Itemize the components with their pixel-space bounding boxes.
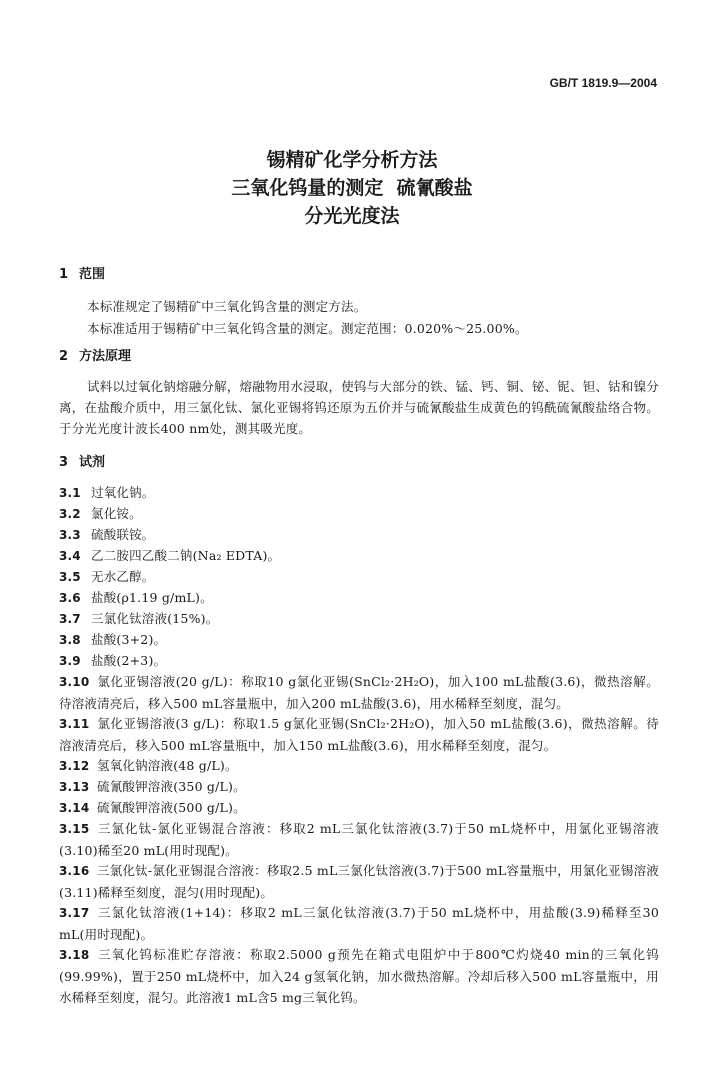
reagent-item: [59, 797, 659, 819]
reagent-item: [59, 776, 659, 798]
section-number: 2: [59, 349, 69, 364]
reagent-text: 硫酸联铵。: [91, 527, 155, 542]
standard-code: GB/T 1819.9—2004: [549, 76, 657, 90]
reagent-number: 3.9: [59, 654, 81, 668]
reagent-text: 三氯化钛溶液(15%)。: [91, 611, 219, 626]
reagent-number: 3.4: [59, 549, 81, 563]
section-number: 3: [59, 455, 69, 470]
reagent-number: 3.15: [59, 822, 90, 836]
reagent-text: 三氯化钛-氯化亚锡混合溶液：移取2 mL三氯化钛溶液(3.7)于50 mL烧杯中，用氯化亚锡溶液(3.10)稀至20 mL(用时现配)。: [59, 821, 659, 858]
reagent-item: [59, 944, 659, 1008]
reagent-text: 无水乙醇。: [91, 569, 155, 584]
reagent-number: 3.18: [59, 948, 90, 962]
reagent-text: 氢氧化钠溶液(48 g/L)。: [97, 758, 238, 773]
reagent-number: 3.11: [59, 717, 90, 731]
reagent-item: [59, 482, 659, 504]
section-number: 1: [59, 267, 69, 282]
reagent-item: [59, 755, 659, 777]
reagent-number: 3.1: [59, 486, 81, 500]
reagent-item: [59, 860, 659, 903]
section-heading-principle: [59, 348, 131, 366]
reagent-text: 硫氰酸钾溶液(500 g/L)。: [97, 800, 246, 815]
reagent-text: 过氧化钠。: [91, 485, 155, 500]
reagent-text: 氯化亚锡溶液(20 g/L)：称取10 g氯化亚锡(SnCl₂·2H₂O)，加入100 mL盐酸(3.6)，微热溶解。待溶液清亮后，移入500 mL容量瓶中，加入200 mL盐酸(3.6)，用水稀释至刻度，混匀。: [59, 674, 659, 711]
reagent-item: [59, 650, 659, 672]
reagent-number: 3.16: [59, 864, 90, 878]
title-line-1: 锡精矿化学分析方法: [266, 149, 438, 171]
reagent-number: 3.14: [59, 801, 90, 815]
reagent-text: 盐酸(3+2)。: [91, 632, 167, 647]
reagent-number: 3.10: [59, 675, 90, 689]
reagent-text: 乙二胺四乙酸二钠(Na₂ EDTA)。: [91, 548, 281, 563]
title-line-3: 分光光度法: [304, 205, 400, 227]
reagent-text: 三氯化钛-氯化亚锡混合溶液：移取2.5 mL三氯化钛溶液(3.7)于500 mL容量瓶中，用氯化亚锡溶液(3.11)稀释至刻度，混匀(用时现配)。: [59, 863, 659, 900]
reagent-text: 氯化铵。: [91, 506, 142, 521]
reagent-number: 3.12: [59, 759, 90, 773]
paragraph: 本标准规定了锡精矿中三氧化钨含量的测定方法。: [87, 299, 367, 314]
section-title: 试剂: [79, 455, 106, 470]
title-line-2: 三氧化钨量的测定 硫氰酸盐: [231, 177, 473, 199]
reagent-item: [59, 545, 659, 567]
reagent-item: [59, 566, 659, 588]
reagent-text: 三氧化钨标准贮存溶液：称取2.5000 g预先在箱式电阻炉中于800℃灼烧40 min的三氧化钨(99.99%)，置于250 mL烧杯中，加入24 g氢氧化钠，加水微热溶解。冷却后移入500 mL容量瓶中，用水稀释至刻度，混匀。此溶液1 mL含5 mg三氧化钨。: [59, 947, 659, 1005]
reagent-number: 3.5: [59, 570, 81, 584]
reagent-item: [59, 587, 659, 609]
reagent-text: 氯化亚锡溶液(3 g/L)：称取1.5 g氯化亚锡(SnCl₂·2H₂O)，加入50 mL盐酸(3.6)，微热溶解。待溶液清亮后，移入500 mL容量瓶中，加入150 mL盐酸(3.6)，用水稀释至刻度，混匀。: [59, 716, 659, 753]
reagent-item: [59, 503, 659, 525]
paragraph: 本标准适用于锡精矿中三氧化钨含量的测定。测定范围：0.020%～25.00%。: [87, 321, 528, 336]
reagent-item: [59, 671, 659, 714]
reagent-text: 硫氰酸钾溶液(350 g/L)。: [97, 779, 246, 794]
reagent-text: 盐酸(ρ1.19 g/mL)。: [91, 590, 213, 605]
section-title: 范围: [79, 267, 106, 282]
reagent-number: 3.17: [59, 906, 90, 920]
section-heading-reagents: [59, 454, 105, 472]
reagent-number: 3.8: [59, 633, 81, 647]
reagent-item: [59, 818, 659, 861]
reagent-text: 盐酸(2+3)。: [91, 653, 167, 668]
reagent-item: [59, 902, 659, 945]
paragraph: 试料以过氧化钠熔融分解，熔融物用水浸取，使钨与大部分的铁、锰、钙、铜、铋、铌、钽、钴和镍分离，在盐酸介质中，用三氯化钛、氯化亚锡将钨还原为五价并与硫氰酸盐生成黄色的钨酰硫氰酸盐络合物。于分光光度计波长400 nm处，测其吸光度。: [59, 379, 659, 436]
section-title: 方法原理: [79, 349, 132, 364]
section-heading-scope: [59, 266, 105, 284]
reagent-number: 3.3: [59, 528, 81, 542]
reagent-number: 3.2: [59, 507, 81, 521]
reagent-item: [59, 608, 659, 630]
reagent-item: [59, 713, 659, 756]
reagent-item: [59, 524, 659, 546]
reagent-item: [59, 629, 659, 651]
reagent-text: 三氯化钛溶液(1+14)：移取2 mL三氯化钛溶液(3.7)于50 mL烧杯中，用盐酸(3.9)稀释至30 mL(用时现配)。: [59, 905, 659, 942]
reagent-number: 3.7: [59, 612, 81, 626]
reagent-number: 3.13: [59, 780, 90, 794]
reagent-number: 3.6: [59, 591, 81, 605]
